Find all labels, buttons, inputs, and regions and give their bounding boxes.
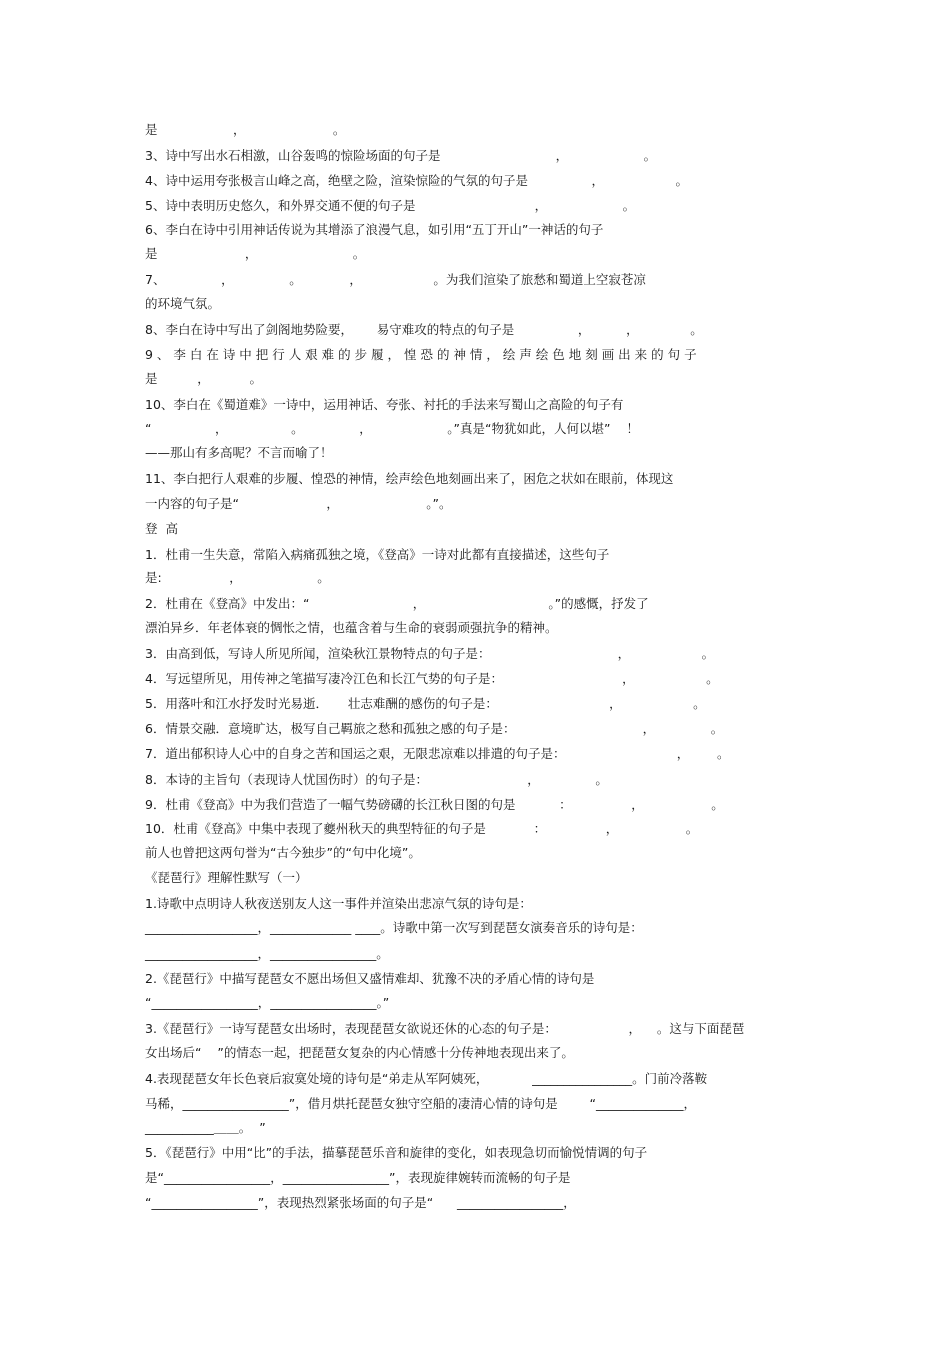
text-line: 一内容的句子是“ ， 。”。 [145, 496, 452, 511]
text-line: 10．杜甫《登高》中集中表现了夔州秋天的典型特征的句子是 ： ， 。 [145, 821, 699, 836]
text-line: __________________，_____________ ____。诗歌中第一次写到琵琶女演奏音乐的诗句是： [145, 920, 643, 935]
text-line: 7．道出郁积诗人心中的自身之苦和国运之艰，无限悲凉难以排遣的句子是： ， 。 [145, 746, 730, 761]
text-line: 2．杜甫在《登高》中发出：“ ， 。”的感慨，抒发了 [145, 596, 649, 611]
text-line: 的环境气氛。 [145, 296, 221, 311]
text-line: 6．情景交融．意境旷达，极写自己羁旅之愁和孤独之感的句子是： ， 。 [145, 721, 724, 736]
text-line: 8．本诗的主旨句（表现诗人忧国伤时）的句子是： ， 。 [145, 772, 608, 787]
section-title: 登 高 [145, 521, 178, 536]
text-line: 9．杜甫《登高》中为我们营造了一幅气势磅礴的长江秋日图的句是 ： ， 。 [145, 797, 724, 812]
text-line: 马稀，_________________”，借月烘托琵琶女独守空船的凄清心情的诗句是 “______________， [145, 1096, 696, 1111]
text-line: 1．杜甫一生失意，常陷入病痛孤独之境，《登高》一诗对此都有直接描述，这些句子 [145, 547, 610, 562]
text-line: 女出场后“ ”的情态一起，把琵琶女复杂的内心情感十分传神地表现出来了。 [145, 1045, 574, 1060]
text-line: “ ， 。 ， 。”真是“物犹如此，人何以堪” ！ [145, 421, 639, 436]
text-line: 4．写远望所见，用传神之笔描写凄冷江色和长江气势的句子是： ， 。 [145, 671, 719, 686]
text-line: 4、诗中运用夸张极言山峰之高，绝壁之险，渲染惊险的气氛的句子是 ， 。 [145, 173, 689, 188]
text-line: 8、李白在诗中写出了剑阁地势险要， 易守难攻的特点的句子是 ， ， 。 [145, 322, 703, 337]
text-line: 9 、 李 白 在 诗 中 把 行 人 艰 难 的 步 履 ， 惶 恐 的 神 情 ， 绘 声 绘 色 地 刻 画 出 来 的 句 子 [145, 347, 697, 362]
text-line: 7、 ， 。 ， 。为我们渲染了旅愁和蜀道上空寂苍凉 [145, 272, 646, 287]
text-line: 是 ， 。 [145, 371, 262, 386]
text-line: 11、李白把行人艰难的步履、惶恐的神情，绘声绘色地刻画出来了，困危之状如在眼前，体现这 [145, 471, 674, 486]
text-line: “_________________”，表现热烈紧张场面的句子是“ _________________， [145, 1195, 576, 1210]
text-line: 3．由高到低，写诗人所见所闻，渲染秋江景物特点的句子是： ， 。 [145, 646, 715, 661]
text-line: 5、诗中表明历史悠久，和外界交通不便的句子是 ， 。 [145, 198, 636, 213]
text-line: 3、诗中写出水石相激，山谷轰鸣的惊险场面的句子是 ， 。 [145, 148, 657, 163]
text-line: 是 ， 。 [145, 122, 346, 137]
text-line: 4.表现琵琶女年长色衰后寂寞处境的诗句是“弟走从军阿姨死， ________________。门前冷落鞍 [145, 1071, 708, 1086]
text-line: 是: ， 。 [145, 570, 330, 585]
text-line: ___________＿＿。 ” [145, 1120, 266, 1135]
text-line: 5．用落叶和江水抒发时光易逝． 壮志难酬的感伤的句子是： ， 。 [145, 696, 706, 711]
text-line: 1.诗歌中点明诗人秋夜送别友人这一事件并渲染出悲凉气氛的诗句是： [145, 896, 532, 911]
section-title: 《琵琶行》理解性默写（一） [145, 870, 308, 885]
text-line: 漂泊异乡．年老体衰的惆怅之情，也蕴含着与生命的衰弱顽强抗争的精神。 [145, 620, 558, 635]
text-line: __________________，_________________。 [145, 946, 389, 961]
text-line: 是 ， 。 [145, 246, 366, 261]
text-line: 前人也曾把这两句誉为“古今独步”的“句中化境”。 [145, 845, 421, 860]
text-line: 3.《琵琶行》一诗写琵琶女出场时，表现琵琶女欲说还休的心态的句子是： ， 。这与下面琵琶 [145, 1021, 745, 1036]
text-line: 10、李白在《蜀道难》一诗中，运用神话、夸张、衬托的手法来写蜀山之高险的句子有 [145, 397, 624, 412]
text-line: 2.《琵琶行》中描写琵琶女不愿出场但又盛情难却、犹豫不决的矛盾心情的诗句是 [145, 971, 595, 986]
text-line: 5．《琵琶行》中用“比”的手法，描摹琵琶乐音和旋律的变化，如表现急切而愉悦情调的句子 [145, 1145, 648, 1160]
text-line: “_________________，_________________。” [145, 995, 390, 1010]
text-line: ——那山有多高呢？不言而喻了！ [145, 445, 333, 460]
text-line: 是“_________________，_________________”，表现旋律婉转而流畅的句子是 [145, 1170, 571, 1185]
text-line: 6、李白在诗中引用神话传说为其增添了浪漫气息，如引用“五丁开山”一神话的句子 [145, 222, 604, 237]
